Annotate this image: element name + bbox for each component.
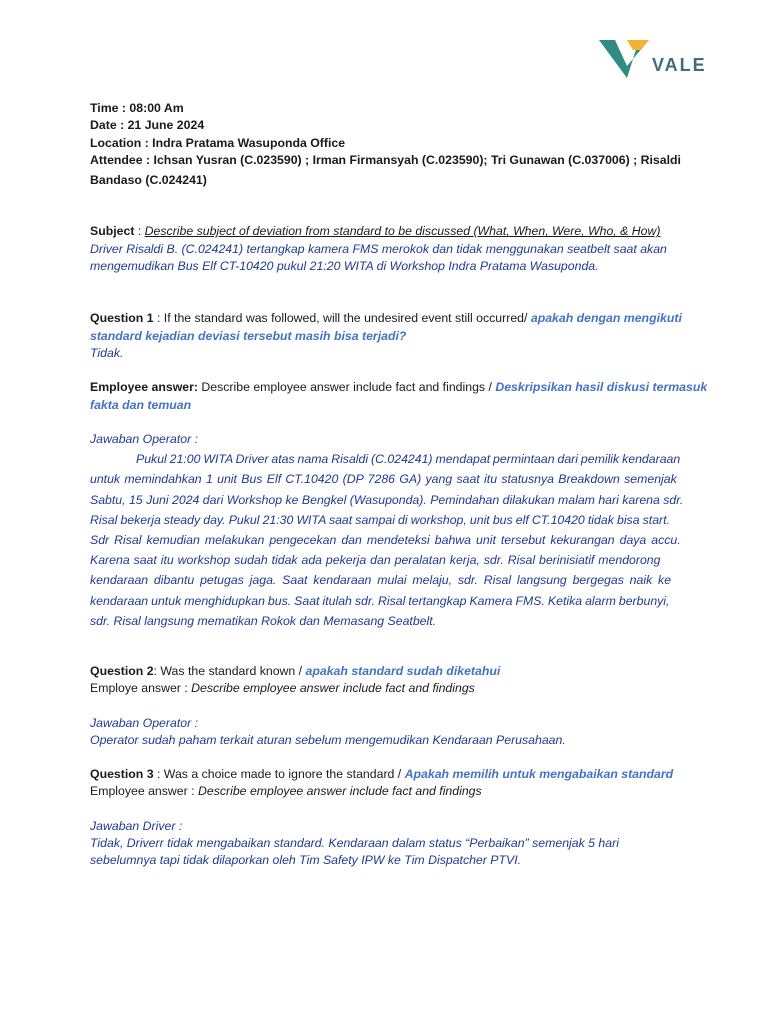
operator-answer-label: Jawaban Operator :: [90, 431, 199, 446]
document-body: [90, 100, 706, 870]
employee-answer-section: [90, 379, 706, 414]
operator-answer-line: Karena saat itu workshop sudah tidak ada pekerja dan peralatan kerja, sdr. Risal berinisiatif mendorong: [90, 553, 661, 568]
operator-answer-line: untuk memindahkan 1 unit Bus Elf CT.10420 (DP 7286 GA) yang saat itu statusnya Breakdown semenjak: [90, 472, 677, 487]
subject-description-2: mengemudikan Bus Elf CT-10420 pukul 21:20 WITA di Workshop Indra Pratama Wasuponda.: [90, 259, 599, 274]
operator-answer-line: Pukul 21:00 WITA Driver atas nama Risaldi (C.024241) mendapat permintaan dari pemilik kendaraan: [136, 452, 681, 467]
question-1: [90, 310, 706, 362]
question-3-answer-2: sebelumnya tapi tidak dilaporkan oleh Tim Safety IPW ke Tim Dispatcher PTVI.: [90, 853, 522, 868]
operator-answer-line: Sdr Risal kemudian melakukan pengecekan dan mendeteksi bahwa unit tersebut kekurangan daya accu.: [90, 532, 681, 547]
time-line: Time : 08:00 Am: [90, 101, 184, 115]
question-2-answer-label: Jawaban Operator :: [90, 715, 199, 730]
subject-section: [90, 223, 706, 275]
question-3: [90, 766, 706, 869]
employee-answer-heading: Employee answer: Describe employee answer include fact and findings / Deskripsikan hasil diskusi termasuk: [90, 380, 708, 395]
operator-answer-line: sdr. Risal langsung mematikan Rokok dan Memasang Seatbelt.: [90, 613, 437, 628]
subject-description: Driver Risaldi B. (C.024241) tertangkap kamera FMS merokok dan tidak menggunakan seatbelt saat akan: [90, 241, 667, 256]
logo-wordmark: VALE: [652, 55, 707, 75]
attendee-line: Attendee : Ichsan Yusran (C.023590) ; Irman Firmansyah (C.023590); Tri Gunawan (C.037006) ; Risaldi: [90, 152, 681, 167]
operator-answer-section: [90, 431, 706, 631]
question-3-answer-label: Jawaban Driver :: [90, 818, 183, 833]
question-2-text: Question 2: Was the standard known / apakah standard sudah diketahui: [90, 663, 501, 678]
logo-yellow-chevron: [627, 40, 649, 50]
operator-answer-line: Risal bekerja steady day. Pukul 21:30 WITA saat sampai di workshop, unit bus elf CT.10420 tidak bisa start.: [90, 512, 670, 527]
question-2-answer: Operator sudah paham terkait aturan sebelum mengemudikan Kendaraan Perusahaan.: [90, 732, 566, 747]
question-3-employee-answer: Employee answer : Describe employee answer include fact and findings: [90, 784, 482, 799]
operator-answer-line: kendaraan dibantu petugas jaga. Saat kendaraan mulai melaju, sdr. Risal langsung bergegas naik ke: [90, 573, 672, 588]
operator-answer-line: Sabtu, 15 Juni 2024 dari Workshop ke Bengkel (Wasuponda). Pemindahan dilakukan malam hari karena sdr.: [90, 492, 684, 507]
question-2: [90, 663, 706, 749]
meeting-info: [90, 100, 706, 189]
attendee-line-2: Bandaso (C.024241): [90, 173, 207, 188]
operator-answer-body: [90, 449, 706, 631]
question-1-answer: Tidak.: [90, 345, 124, 360]
operator-answer-line: kendaraan untuk menghidupkan bus. Saat itulah sdr. Risal tertangkap Kamera FMS. Ketika alarm berbunyi,: [90, 593, 670, 608]
question-3-answer: Tidak, Driverr tidak mengabaikan standard. Kendaraan dalam status “Perbaikan” semenjak 5 hari: [90, 836, 619, 851]
question-2-employee-answer: Employe answer : Describe employee answer include fact and findings: [90, 681, 475, 696]
question-1-text: Question 1 : If the standard was followed, will the undesired event still occurred/ apakah dengan mengikuti: [90, 311, 682, 326]
employee-answer-translation: fakta dan temuan: [90, 397, 192, 412]
question-3-text: Question 3 : Was a choice made to ignore the standard / Apakah memilih untuk mengabaikan standard: [90, 767, 674, 782]
subject-heading: Subject : Describe subject of deviation from standard to be discussed (What, When, Were, Who, & How): [90, 224, 661, 239]
location-line: Location : Indra Pratama Wasuponda Office: [90, 135, 346, 150]
date-line: Date : 21 June 2024: [90, 118, 205, 133]
question-1-translation: standard kejadian deviasi tersebut masih bisa terjadi?: [90, 328, 407, 343]
